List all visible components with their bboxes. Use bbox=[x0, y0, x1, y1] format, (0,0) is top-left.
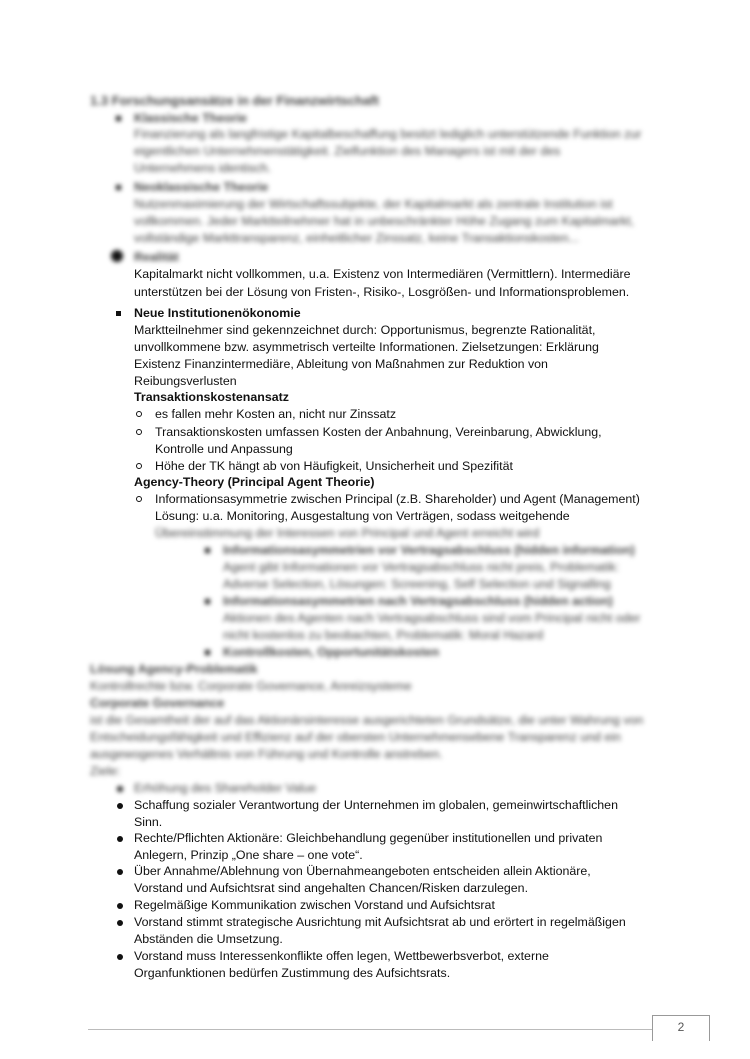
text-line: Entscheidungsfähigkeit und Effizienz auf der obersten Unternehmensebene Transparenz und ein bbox=[90, 730, 621, 744]
page-number: 2 bbox=[652, 1015, 710, 1041]
text-line: Übereinstimmung der Interessen von Principal und Agent erreicht wird bbox=[155, 526, 540, 540]
text-line: Agent gibt Informationen vor Vertragsabschluss nicht preis, Problematik: bbox=[223, 560, 620, 574]
ziel-item: Vorstand und Aufsichtsrat sind angehalten Chancen/Risken darzulegen. bbox=[134, 881, 529, 895]
arrow-bullet-icon bbox=[111, 250, 123, 262]
agency-sub-title: Informationsasymmetrien vor Vertragsabschluss (hidden information) bbox=[223, 543, 635, 557]
ziel-item: Über Annahme/Ablehnung von Übernahmeangeboten entscheiden allein Aktionäre, bbox=[134, 864, 591, 878]
text-line: Aktionen des Agenten nach Vertragsabschluss sind vom Principal nicht oder bbox=[223, 611, 641, 625]
cg-title: Corporate Governance bbox=[90, 696, 225, 710]
text-line: Nutzenmaximierung der Wirtschaftssubjekte, der Kapitalmarkt als zentrale Institution ist bbox=[134, 197, 613, 211]
ziel-item: Anlegern, Prinzip „One share – one vote“. bbox=[134, 848, 363, 862]
text-line: Kontrolle und Anpassung bbox=[155, 442, 293, 456]
ziel-item: Abständen die Umsetzung. bbox=[134, 932, 283, 946]
subheading-agency: Agency-Theory (Principal Agent Theorie) bbox=[134, 475, 375, 489]
bullet-circle bbox=[136, 496, 142, 502]
item-title-nio: Neue Institutionenökonomie bbox=[134, 306, 301, 320]
bullet-dot bbox=[117, 869, 123, 875]
bullet-circle bbox=[136, 429, 142, 435]
ziel-item: Sinn. bbox=[134, 815, 163, 829]
text-line: es fallen mehr Kosten an, nicht nur Zinssatz bbox=[155, 407, 397, 421]
subheading-tk: Transaktionskostenansatz bbox=[134, 390, 289, 404]
text-line: Lösung: u.a. Monitoring, Ausgestaltung von Verträgen, sodass weitgehende bbox=[155, 509, 570, 523]
bullet-dot bbox=[117, 836, 123, 842]
text-line: eigentlichen Unternehmenstätigkeit. Zielfunktion des Managers ist mit der des bbox=[134, 144, 561, 158]
bullet-square bbox=[116, 185, 121, 190]
bullet-square bbox=[205, 599, 210, 604]
bullet-circle bbox=[136, 463, 142, 469]
text-line: Kontrollrechte bzw. Corporate Governance, Anreizsysteme bbox=[90, 679, 412, 693]
ziel-item: Vorstand muss Interessenkonflikte offen legen, Wettbewerbsverbot, externe bbox=[134, 949, 549, 963]
item-title-neoklassische: Neoklassische Theorie bbox=[134, 180, 269, 194]
ziel-item: Regelmäßige Kommunikation zwischen Vorstand und Aufsichtsrat bbox=[134, 898, 495, 912]
text-line: vollständige Markttransparenz, einheitlicher Zinssatz, keine Transaktionskosten... bbox=[134, 231, 579, 245]
text-line: unvollkommene bzw. asymmetrisch verteilte Informationen. Zielsetzungen: Erklärung bbox=[134, 340, 599, 354]
agency-sub-title: Kontrollkosten, Opportunitätskosten bbox=[223, 645, 440, 659]
text-line: vollkommen. Jeder Marktteilnehmer hat in unbeschränkter Höhe Zugang zum Kapitalmarkt, bbox=[134, 214, 634, 228]
text-line: Transaktionskosten umfassen Kosten der Anbahnung, Vereinbarung, Abwicklung, bbox=[155, 425, 602, 439]
text-line: nicht kostenlos zu beobachten, Problematik: Moral Hazard bbox=[223, 628, 544, 642]
bullet-circle bbox=[136, 411, 142, 417]
text-line: Adverse Selection, Lösungen: Screening, Self Selection und Signalling bbox=[223, 577, 611, 591]
agency-sub-title: Informationsasymmetrien nach Vertragsabschluss (hidden action) bbox=[223, 594, 613, 608]
text-line: Kapitalmarkt nicht vollkommen, u.a. Existenz von Intermediären (Vermittlern). Intermediäre bbox=[134, 267, 631, 281]
bullet-dot bbox=[117, 903, 123, 909]
bullet-square bbox=[205, 650, 210, 655]
text-line: Informationsasymmetrie zwischen Principal (z.B. Shareholder) und Agent (Management) bbox=[155, 492, 640, 506]
bullet-square bbox=[205, 548, 210, 553]
item-title-realitaet: Realität bbox=[134, 250, 179, 264]
section-heading: 1.3 Forschungsansätze in der Finanzwirtschaft bbox=[90, 93, 379, 108]
bullet-square bbox=[116, 311, 121, 316]
ziel-item: Organfunktionen bedürfen Zustimmung des Aufsichtsrats. bbox=[134, 966, 451, 980]
text-line: unterstützen bei der Lösung von Fristen-, Risiko-, Losgrößen- und Informationsproblemen. bbox=[134, 285, 630, 299]
text-line: Existenz Finanzintermediäre, Ableitung von Maßnahmen zur Reduktion von bbox=[134, 357, 548, 371]
ziel-item: Erhöhung des Shareholder Value bbox=[134, 781, 317, 795]
footer-rule bbox=[88, 1029, 710, 1030]
loesung-title: Lösung Agency-Problematik bbox=[90, 662, 258, 676]
ziel-item: Schaffung sozialer Verantwortung der Unternehmen im globalen, gemeinwirtschaftlichen bbox=[134, 798, 618, 812]
ziel-item: Rechte/Pflichten Aktionäre: Gleichbehandlung gegenüber institutionellen und privaten bbox=[134, 831, 603, 845]
bullet-dot bbox=[117, 954, 123, 960]
bullet-dot bbox=[117, 786, 123, 792]
text-line: ausgewogenes Verhältnis von Führung und Kontrolle anstreben. bbox=[90, 747, 443, 761]
item-title-klassische: Klassische Theorie bbox=[134, 111, 247, 125]
text-line: Marktteilnehmer sind gekennzeichnet durch: Opportunismus, begrenzte Rationalität, bbox=[134, 323, 596, 337]
bullet-dot bbox=[117, 803, 123, 809]
text-line: ist die Gesamtheit der auf das Aktionärsinteresse ausgerichteten Grundsätze, die unter Wahrung von bbox=[90, 713, 644, 727]
text-line: Reibungsverlusten bbox=[134, 374, 237, 388]
bullet-square bbox=[116, 116, 121, 121]
text-line: Höhe der TK hängt ab von Häufigkeit, Unsicherheit und Spezifität bbox=[155, 459, 513, 473]
ziel-item: Vorstand stimmt strategische Ausrichtung mit Aufsichtsrat ab und erörtert in regelmäßigen bbox=[134, 915, 626, 929]
text-line: Finanzierung als langfristige Kapitalbeschaffung besitzt lediglich unterstützende Funktion zur bbox=[134, 127, 642, 141]
bullet-dot bbox=[117, 920, 123, 926]
text-line: Unternehmens identisch. bbox=[134, 161, 272, 175]
ziele-label: Ziele: bbox=[90, 764, 121, 778]
